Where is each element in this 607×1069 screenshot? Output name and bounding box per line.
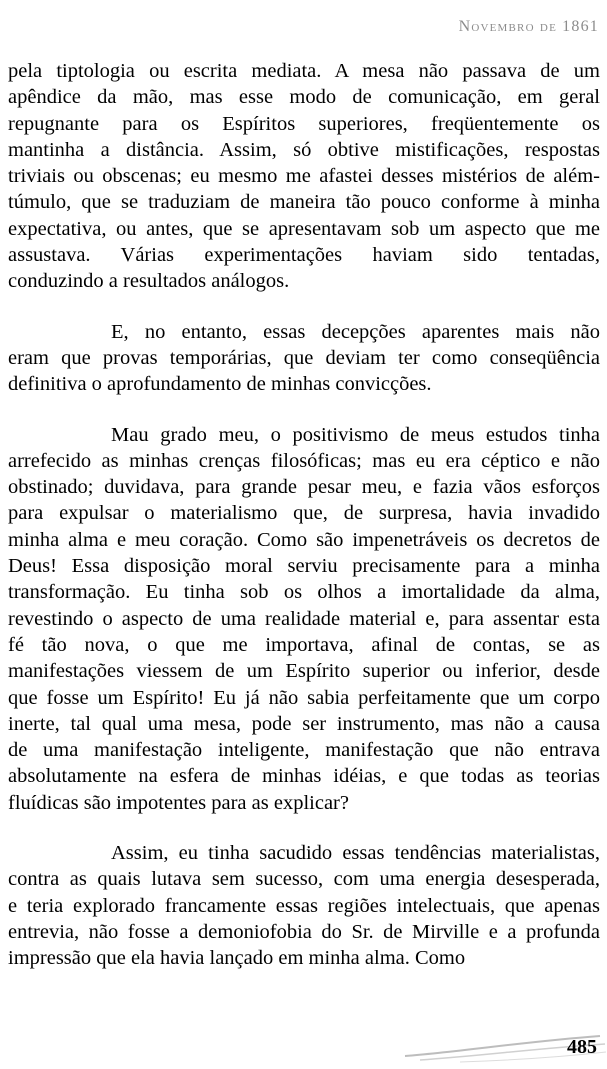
text-line: fé tão nova, o que me importava, afinal de contas, se as (8, 633, 600, 656)
text-line: contra as quais lutava sem sucesso, com uma energia desesperada, (8, 868, 600, 891)
text-line: assustava. Várias experimentações haviam sido tentadas, (8, 244, 600, 267)
text-line: que fosse um Espírito! Eu já não sabia perfeitamente que um corpo (8, 686, 600, 709)
page-number: 485 (567, 1036, 597, 1058)
text-line: Assim, eu tinha sacudido essas tendências materialistas, (111, 842, 600, 865)
text-line: e teria explorado francamente essas regiões intelectuais, que apenas (8, 894, 600, 917)
text-line: transformação. Eu tinha sob os olhos a imortalidade da alma, (8, 581, 600, 604)
text-line: apêndice da mão, mas esse modo de comunicação, em geral (8, 86, 600, 109)
text-line: expectativa, ou antes, que se apresentavam sob um aspecto que me (8, 217, 600, 240)
text-line: absolutamente na esfera de minhas idéias, e que todas as teorias (8, 765, 600, 788)
text-line: Mau grado meu, o positivismo de meus estudos tinha (111, 423, 600, 446)
running-header: Novembro de 1861 (458, 18, 599, 35)
paragraph-gap (8, 295, 600, 319)
text-line: fluídicas são impotentes para as explicar? (8, 791, 349, 814)
paragraph-gap (8, 816, 600, 840)
text-line: para expulsar o materialismo que, de surpresa, havia invadido (8, 502, 600, 525)
text-line: mantinha a distância. Assim, só obtive mistificações, respostas (8, 138, 600, 161)
text-line: de uma manifestação inteligente, manifestação que não entrava (8, 739, 600, 762)
text-line: repugnante para os Espíritos superiores, freqüentemente os (8, 112, 600, 135)
text-line: conduzindo a resultados análogos. (8, 270, 290, 293)
text-line: arrefecido as minhas crenças filosóficas; mas eu era céptico e não (8, 449, 600, 472)
text-line: túmulo, que se traduziam de maneira tão pouco conforme à minha (8, 191, 600, 214)
text-line: triviais ou obscenas; eu mesmo me afastei desses mistérios de além- (8, 165, 600, 188)
paragraph-gap (8, 398, 600, 422)
text-line: obstinado; duvidava, para grande pesar meu, e fazia vãos esforços (8, 476, 600, 499)
text-line: Deus! Essa disposição moral serviu precisamente para a minha (8, 555, 600, 578)
text-line: minha alma e meu coração. Como são impenetráveis os decretos de (8, 528, 600, 551)
text-line: eram que provas temporárias, que deviam ter como conseqüência (8, 346, 600, 369)
text-line: entrevia, não fosse a demoniofobia do Sr. de Mirville e a profunda (8, 920, 600, 943)
text-line: impressão que ela havia lançado em minha alma. Como (8, 947, 466, 970)
body-text (8, 58, 600, 972)
text-line: definitiva o aprofundamento de minhas convicções. (8, 373, 432, 396)
text-line: inerte, tal qual uma mesa, pode ser instrumento, mas não a causa (8, 712, 600, 735)
text-line: revestindo o aspecto de uma realidade material e, para assentar esta (8, 607, 600, 630)
text-line: pela tiptologia ou escrita mediata. A mesa não passava de um (8, 60, 600, 82)
text-line: E, no entanto, essas decepções aparentes mais não (111, 320, 600, 343)
text-line: manifestações viessem de um Espírito superior ou inferior, desde (8, 660, 600, 683)
